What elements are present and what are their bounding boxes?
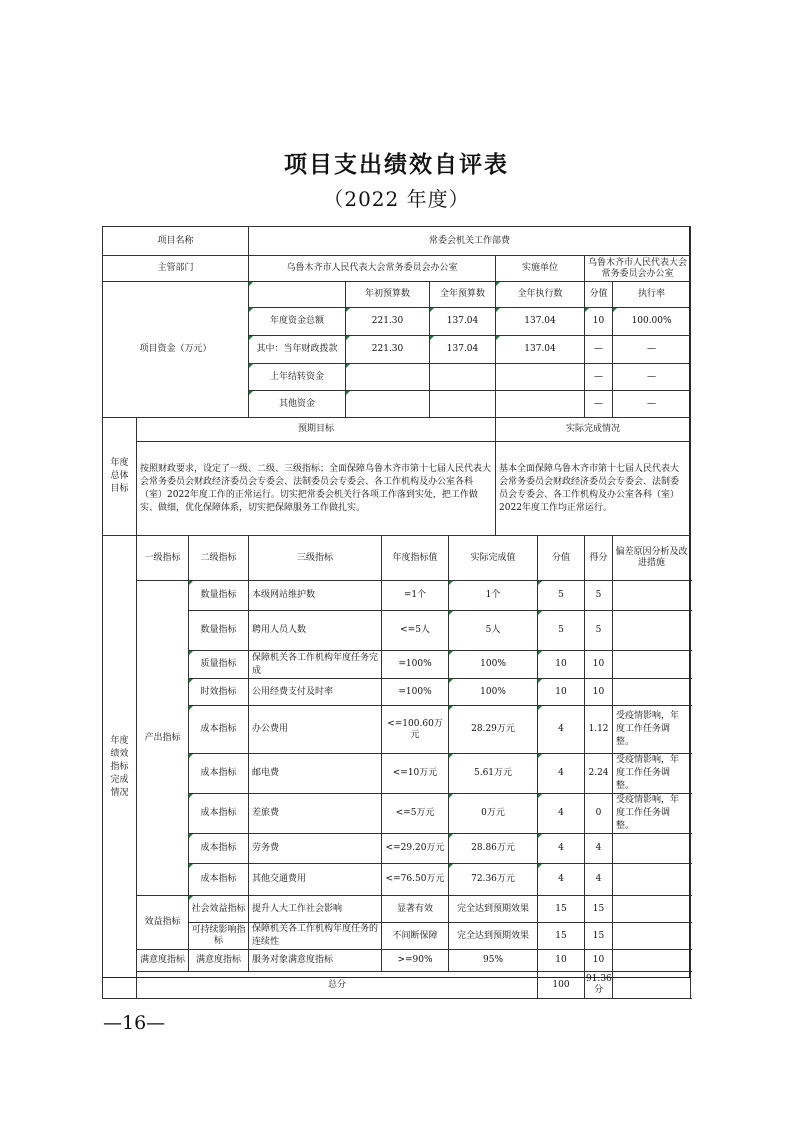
indicator-score: 10 <box>585 950 613 972</box>
total-row <box>103 972 691 999</box>
indicator-score: 4 <box>585 834 613 864</box>
indicator-header-l2: 二级指标 <box>189 536 249 581</box>
indicator-points: 10 <box>538 679 585 706</box>
indicator-points: 10 <box>538 651 585 679</box>
indicator-target: <=10万元 <box>382 754 449 794</box>
funds-row-points: — <box>585 364 613 391</box>
indicator-score: 0 <box>585 794 613 834</box>
page-title: 项目支出绩效自评表 <box>284 152 509 178</box>
indicator-l3: 邮电费 <box>249 754 382 794</box>
indicator-score: 1.12 <box>585 706 613 754</box>
indicator-header-score: 得分 <box>585 536 613 581</box>
indicator-row <box>103 834 691 864</box>
funds-row-points: — <box>585 391 613 418</box>
indicator-score: 10 <box>585 651 613 679</box>
funds-row-rate: 100.00% <box>613 308 691 336</box>
funds-row-rate: — <box>613 364 691 391</box>
indicator-actual: 0万元 <box>449 794 538 834</box>
indicator-section-label: 年度绩效指标完成情况 <box>103 536 137 999</box>
dept-value: 乌鲁木齐市人民代表大会常务委员会办公室 <box>249 256 496 282</box>
indicator-l2: 质量指标 <box>189 651 249 679</box>
indicator-note <box>613 923 691 950</box>
funds-label: 项目资金（万元） <box>103 282 249 418</box>
indicator-row <box>103 896 691 923</box>
page-number: —16— <box>103 1012 166 1034</box>
total-points: 100 <box>538 972 585 999</box>
indicator-row <box>103 923 691 950</box>
funds-header-rate: 执行率 <box>613 282 691 308</box>
funds-header-row <box>103 282 691 308</box>
indicator-actual: 完全达到预期效果 <box>449 896 538 923</box>
funds-row-points: 10 <box>585 308 613 336</box>
indicator-target: >=90% <box>382 950 449 972</box>
funds-row-full: 137.04 <box>430 336 496 364</box>
goals-actual-text: 基本全面保障乌鲁木齐市第十七届人民代表大会常务委员会财政经济委员会专委会、法制委员会专委会、各工作机构及办公室各科（室）2022年度工作均正常运行。 <box>496 442 691 536</box>
indicator-points: 5 <box>538 581 585 611</box>
indicator-row <box>103 794 691 834</box>
indicator-note <box>613 651 691 679</box>
indicator-l2: 社会效益指标 <box>189 896 249 923</box>
indicator-note: 受疫情影响，年度工作任务调整。 <box>613 706 691 754</box>
funds-row-name: 其中：当年财政拨款 <box>249 336 346 364</box>
indicator-score: 2.24 <box>585 754 613 794</box>
indicator-header-target: 年度指标值 <box>382 536 449 581</box>
indicator-actual: 72.36万元 <box>449 864 538 896</box>
indicator-target: <=5人 <box>382 611 449 651</box>
funds-row-exec: 137.04 <box>496 336 585 364</box>
indicator-header-note: 偏差原因分析及改进措施 <box>613 536 691 581</box>
indicator-note: 受疫情影响，年度工作任务调整。 <box>613 754 691 794</box>
indicator-score: 5 <box>585 581 613 611</box>
funds-row-points: — <box>585 336 613 364</box>
indicator-actual: 28.29万元 <box>449 706 538 754</box>
indicator-header-l1: 一级指标 <box>137 536 189 581</box>
indicator-l2: 成本指标 <box>189 754 249 794</box>
indicator-note <box>613 950 691 972</box>
indicator-row <box>103 706 691 754</box>
indicator-note <box>613 834 691 864</box>
funds-header-blank <box>249 282 346 308</box>
indicator-target: 不间断保障 <box>382 923 449 950</box>
indicator-note <box>613 611 691 651</box>
funds-header-full: 全年预算数 <box>430 282 496 308</box>
self-evaluation-table <box>102 226 691 999</box>
funds-row-full: 137.04 <box>430 308 496 336</box>
funds-row-rate: — <box>613 391 691 418</box>
indicator-score: 15 <box>585 896 613 923</box>
funds-header-budget: 年初预算数 <box>346 282 430 308</box>
indicator-actual: 5人 <box>449 611 538 651</box>
funds-row-exec <box>496 391 585 418</box>
indicator-points: 15 <box>538 923 585 950</box>
total-score: 91.36分 <box>585 972 613 999</box>
goals-content-row <box>103 442 691 536</box>
indicator-actual: 95% <box>449 950 538 972</box>
output-indicator-label: 产出指标 <box>137 581 189 896</box>
indicator-target: =100% <box>382 651 449 679</box>
indicator-score: 4 <box>585 864 613 896</box>
indicator-actual: 28.86万元 <box>449 834 538 864</box>
indicator-row <box>103 651 691 679</box>
indicator-note <box>613 896 691 923</box>
indicator-l2: 成本指标 <box>189 706 249 754</box>
indicator-points: 4 <box>538 706 585 754</box>
indicator-l3: 办公费用 <box>249 706 382 754</box>
goals-expected-label: 预期目标 <box>137 418 496 442</box>
funds-header-points: 分值 <box>585 282 613 308</box>
indicator-points: 4 <box>538 864 585 896</box>
impl-value: 乌鲁木齐市人民代表大会常务委员会办公室 <box>585 256 691 282</box>
indicator-target: 显著有效 <box>382 896 449 923</box>
indicator-target: <=5万元 <box>382 794 449 834</box>
report-year: （2022 年度） <box>323 187 470 211</box>
funds-row-budget <box>346 391 430 418</box>
indicator-l2: 可持续影响指标 <box>189 923 249 950</box>
indicator-points: 15 <box>538 896 585 923</box>
indicator-header-points: 分值 <box>538 536 585 581</box>
goals-header-row <box>103 418 691 442</box>
funds-row-rate: — <box>613 336 691 364</box>
funds-header-exec: 全年执行数 <box>496 282 585 308</box>
indicator-score: 15 <box>585 923 613 950</box>
indicator-actual: 1个 <box>449 581 538 611</box>
satisfaction-indicator-label: 满意度指标 <box>137 950 189 972</box>
dept-label: 主管部门 <box>103 256 249 282</box>
indicator-target: =1个 <box>382 581 449 611</box>
indicator-l3: 保障机关各工作机构年度任务的连续性 <box>249 923 382 950</box>
project-name-value: 常委会机关工作部费 <box>249 227 691 256</box>
indicator-l2: 成本指标 <box>189 794 249 834</box>
indicator-l3: 劳务费 <box>249 834 382 864</box>
indicator-target: <=76.50万元 <box>382 864 449 896</box>
funds-row-exec <box>496 364 585 391</box>
indicator-l3: 服务对象满意度指标 <box>249 950 382 972</box>
funds-row-full <box>430 391 496 418</box>
indicator-l2: 数量指标 <box>189 581 249 611</box>
effect-indicator-label: 效益指标 <box>137 896 189 950</box>
funds-row-full <box>430 364 496 391</box>
total-note <box>613 972 691 999</box>
indicator-l3: 其他交通费用 <box>249 864 382 896</box>
indicator-l2: 成本指标 <box>189 834 249 864</box>
indicator-points: 10 <box>538 950 585 972</box>
indicator-l3: 提升人大工作社会影响 <box>249 896 382 923</box>
dept-row <box>103 256 691 282</box>
indicator-l2: 数量指标 <box>189 611 249 651</box>
indicator-l2: 时效指标 <box>189 679 249 706</box>
indicator-actual: 5.61万元 <box>449 754 538 794</box>
indicator-score: 10 <box>585 679 613 706</box>
indicator-l2: 满意度指标 <box>189 950 249 972</box>
indicator-l3: 本级网站维护数 <box>249 581 382 611</box>
funds-row-name: 年度资金总额 <box>249 308 346 336</box>
indicator-points: 4 <box>538 754 585 794</box>
goals-expected-text: 按照财政要求，设定了一级、二级、三级指标；全面保障乌鲁木齐市第十七届人民代表大会常务委员会财政经济委员会专委会、法制委员会专委会、各工作机构及办公室各科（室）2022年度工作的正常运行。切实把常委会机关行各项工作落到实处，把工作做实、做细，优化保障体系，切实把保障服务工作做扎实。 <box>137 442 496 536</box>
funds-row-exec: 137.04 <box>496 308 585 336</box>
indicator-row <box>103 581 691 611</box>
indicator-header-row <box>103 536 691 581</box>
indicator-actual: 完全达到预期效果 <box>449 923 538 950</box>
indicator-actual: 100% <box>449 651 538 679</box>
indicator-score: 5 <box>585 611 613 651</box>
indicator-target: =100% <box>382 679 449 706</box>
indicator-note <box>613 581 691 611</box>
indicator-l3: 保障机关各工作机构年度任务完成 <box>249 651 382 679</box>
indicator-row <box>103 611 691 651</box>
funds-row-budget: 221.30 <box>346 308 430 336</box>
indicator-target: <=100.60万元 <box>382 706 449 754</box>
goals-actual-label: 实际完成情况 <box>496 418 691 442</box>
indicator-row <box>103 754 691 794</box>
funds-row-name: 其他资金 <box>249 391 346 418</box>
indicator-l2: 成本指标 <box>189 864 249 896</box>
funds-row-name: 上年结转资金 <box>249 364 346 391</box>
indicator-target: <=29.20万元 <box>382 834 449 864</box>
indicator-row <box>103 950 691 972</box>
indicator-points: 4 <box>538 794 585 834</box>
indicator-row <box>103 679 691 706</box>
indicator-note <box>613 864 691 896</box>
indicator-row <box>103 864 691 896</box>
indicator-l3: 差旅费 <box>249 794 382 834</box>
indicator-note: 受疫情影响，年度工作任务调整。 <box>613 794 691 834</box>
indicator-actual: 100% <box>449 679 538 706</box>
indicator-l3: 聘用人员人数 <box>249 611 382 651</box>
project-name-label: 项目名称 <box>103 227 249 256</box>
total-label: 总分 <box>137 972 538 999</box>
indicator-points: 4 <box>538 834 585 864</box>
goals-label: 年度总体目标 <box>103 418 137 536</box>
impl-label: 实施单位 <box>496 256 585 282</box>
indicator-note <box>613 679 691 706</box>
project-row <box>103 227 691 256</box>
funds-row-budget: 221.30 <box>346 336 430 364</box>
indicator-header-l3: 三级指标 <box>249 536 382 581</box>
indicator-l3: 公用经费支付及时率 <box>249 679 382 706</box>
indicator-header-actual: 实际完成值 <box>449 536 538 581</box>
indicator-points: 5 <box>538 611 585 651</box>
funds-row-budget <box>346 364 430 391</box>
